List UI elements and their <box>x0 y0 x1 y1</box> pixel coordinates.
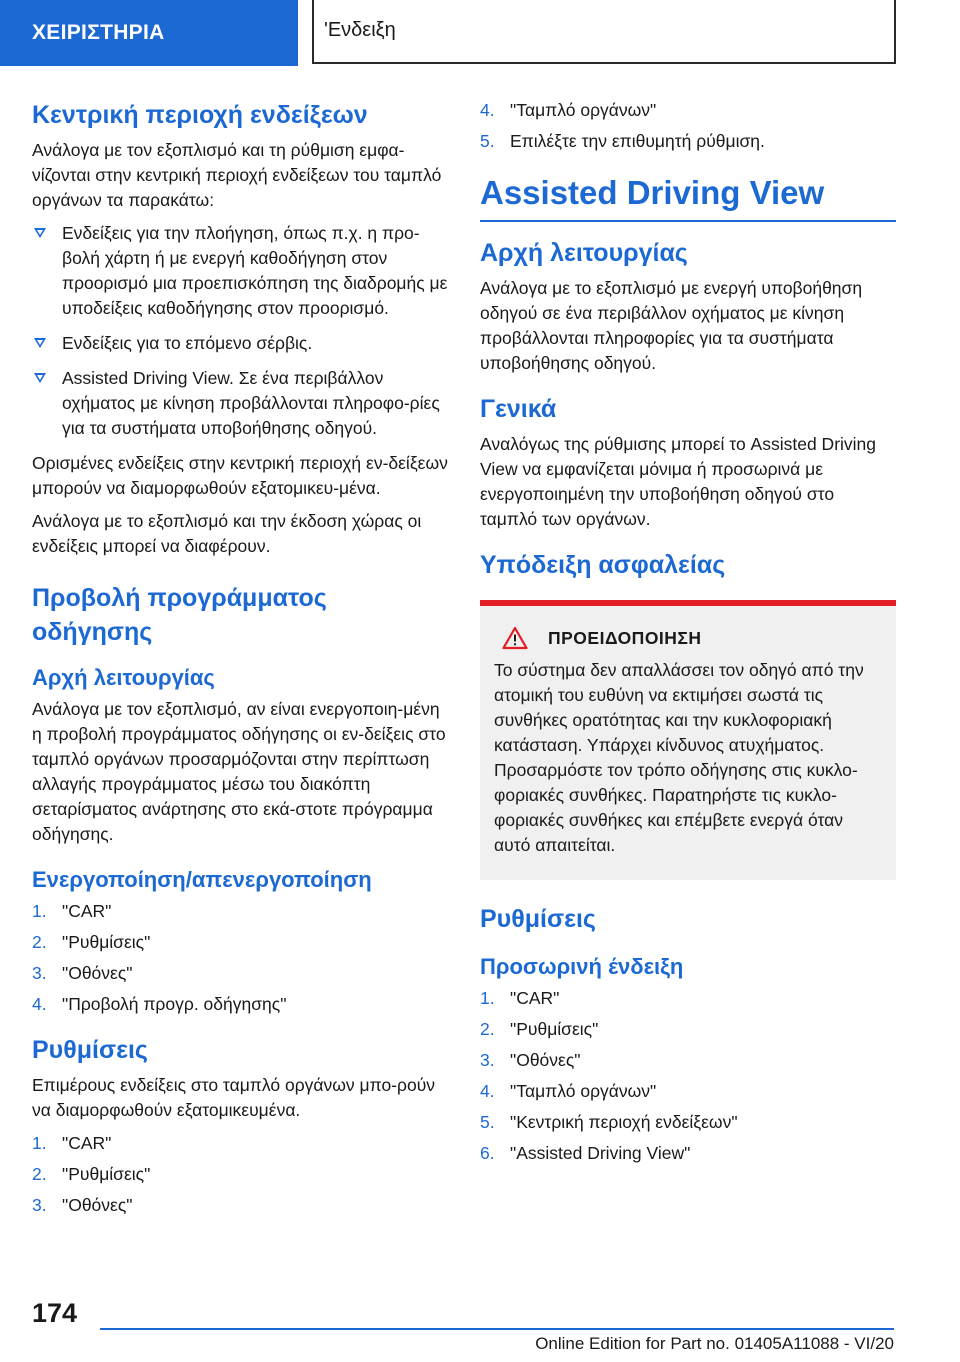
paragraph: Ανάλογα με τον εξοπλισμό, αν είναι ενεργοποιη-μένη η προβολή προγράμματος οδήγησης οι εν-δείξεις στο ταμπλό οργάνων προσαρμόζονται στην περίπτωση αλλαγής προγράμματος μέσω του διακόπτη σεταρίσματος ανάρτησης στο εκά-στοτε πρόγραμμα οδήγησης. <box>32 699 446 844</box>
step-text: "CAR" <box>510 988 560 1008</box>
step-list <box>32 899 448 1017</box>
step-number: 2. <box>480 1019 495 1039</box>
step-item <box>480 1048 896 1073</box>
step-text: "Κεντρική περιοχή ενδείξεων" <box>510 1112 738 1132</box>
list-item <box>32 366 448 441</box>
list-item-text: Assisted Driving View. Σε ένα περιβάλλον οχήματος με κίνηση προβάλλονται πληροφο-ρίες για τα συστήματα υποβοήθησης οδηγού. <box>62 368 440 438</box>
step-number: 5. <box>480 1112 495 1132</box>
step-text: "CAR" <box>62 1133 112 1153</box>
triangle-bullet-icon <box>34 373 46 383</box>
warning-text: Το σύστημα δεν απαλλάσσει τον οδηγό από την ατομική του ευθύνη να εκτιμήσει σωστά τις συνθήκες ορατότητας και την κυκλοφοριακή κατάσταση. Υπάρχει κίνδυνος ατυχήματος. Προσαρμόστε τον τρόπο οδήγησης στις κυκλο-φοριακές συνθήκες. Παρατηρήστε τις κυκλο-φοριακές συνθήκες και επέμβετε ενεργά όταν αυτό απαιτείται. <box>494 660 864 855</box>
step-number: 3. <box>32 963 47 983</box>
triangle-bullet-icon <box>34 338 46 348</box>
paragraph: Αναλόγως της ρύθμισης μπορεί το Assisted Driving View να εμφανίζεται μόνιμα ή προσωρινά με ενεργοποιημένη την υποβοήθηση οδηγού στο ταμπλό των οργάνων. <box>480 434 877 529</box>
step-number: 4. <box>32 994 47 1014</box>
step-number: 1. <box>480 988 495 1008</box>
page-header <box>0 0 960 66</box>
step-text: "Προβολή προγρ. οδήγησης" <box>62 994 287 1014</box>
heading-safety-note: Υπόδειξη ασφαλείας <box>480 551 726 579</box>
list-item-text: Ενδείξεις για το επόμενο σέρβις. <box>62 333 313 353</box>
step-item <box>32 899 448 924</box>
step-item <box>480 1017 896 1042</box>
step-item <box>480 1141 896 1166</box>
paragraph: Ανάλογα με το εξοπλισμό και την έκδοση χώρας οι ενδείξεις μπορεί να διαφέρουν. <box>32 511 422 556</box>
heading-settings: Ρυθμίσεις <box>32 1036 148 1064</box>
list-item <box>32 221 448 321</box>
step-item <box>32 1193 448 1218</box>
step-text: "Ταμπλό οργάνων" <box>510 1081 657 1101</box>
step-item <box>32 1131 448 1156</box>
step-number: 3. <box>32 1195 47 1215</box>
step-number: 1. <box>32 901 47 921</box>
step-text: "Οθόνες" <box>62 963 133 983</box>
warning-triangle-icon <box>502 626 528 650</box>
step-text: "Ταμπλό οργάνων" <box>510 100 657 120</box>
list-item <box>32 331 448 356</box>
chapter-tab[interactable]: ΧΕΙΡΙΣΤΗΡΙΑ <box>0 0 298 66</box>
step-text: "Assisted Driving View" <box>510 1143 691 1163</box>
step-item <box>480 986 896 1011</box>
step-number: 6. <box>480 1143 495 1163</box>
heading-assisted-driving-view: Assisted Driving View <box>480 172 896 222</box>
step-text: "Οθόνες" <box>62 1195 133 1215</box>
heading-principle: Αρχή λειτουργίας <box>480 239 688 267</box>
step-item <box>32 992 448 1017</box>
heading-temporary-display: Προσωρινή ένδειξη <box>480 954 684 979</box>
left-column <box>32 98 448 1224</box>
step-text: "CAR" <box>62 901 112 921</box>
step-item <box>480 98 896 123</box>
step-number: 2. <box>32 932 47 952</box>
step-item <box>480 1079 896 1104</box>
step-item <box>480 1110 896 1135</box>
step-number: 5. <box>480 131 495 151</box>
warning-box <box>480 600 896 880</box>
step-list-continued <box>480 98 896 154</box>
step-item <box>32 1162 448 1187</box>
section-title: 'Ενδειξη <box>312 0 896 64</box>
heading-general: Γενικά <box>480 395 557 423</box>
heading-principle: Αρχή λειτουργίας <box>32 665 215 690</box>
step-text: "Ρυθμίσεις" <box>62 932 151 952</box>
step-number: 1. <box>32 1133 47 1153</box>
step-number: 2. <box>32 1164 47 1184</box>
step-text: "Οθόνες" <box>510 1050 581 1070</box>
triangle-bullet-icon <box>34 228 46 238</box>
step-list <box>480 986 896 1166</box>
paragraph: Ορισμένες ενδείξεις στην κεντρική περιοχή εν-δείξεων μπορούν να διαμορφωθούν εξατομικευ-μένα. <box>32 453 448 498</box>
right-column <box>480 98 896 1172</box>
footer-edition-link[interactable]: Online Edition for Part no. 01405A11088 - VI/20 <box>535 1334 894 1353</box>
paragraph: Επιμέρους ενδείξεις στο ταμπλό οργάνων μπο-ρούν να διαμορφωθούν εξατομικευμένα. <box>32 1075 436 1120</box>
paragraph: Ανάλογα με το εξοπλισμό με ενεργή υποβοήθηση οδηγού σε ένα περιβάλλον οχήματος με κίνηση προβάλλονται πληροφορίες για τα συστήματα υποβοήθησης οδηγού. <box>480 278 863 373</box>
step-text: Επιλέξτε την επιθυμητή ρύθμιση. <box>510 131 765 151</box>
list-item-text: Ενδείξεις για την πλοήγηση, όπως π.χ. η προ-βολή χάρτη ή με ενεργή καθοδήγηση στον προορισμό μια προεπισκόπηση της διαδρομής με υποδείξεις καθοδήγησης στον προορισμό. <box>62 223 448 318</box>
paragraph: Ανάλογα με τον εξοπλισμό και τη ρύθμιση εμφα-νίζονται στην κεντρική περιοχή ενδείξεων του ταμπλό οργάνων τα παρακάτω: <box>32 140 442 210</box>
step-item <box>32 930 448 955</box>
step-item <box>32 961 448 986</box>
bullet-list <box>32 221 448 441</box>
warning-header <box>494 626 882 650</box>
warning-title: ΠΡΟΕΙΔΟΠΟΙΗΣΗ <box>548 627 702 648</box>
heading-activate-deactivate: Ενεργοποίηση/απενεργοποίηση <box>32 867 372 892</box>
step-item <box>480 129 896 154</box>
heading-central-display: Κεντρική περιοχή ενδείξεων <box>32 101 368 129</box>
step-number: 3. <box>480 1050 495 1070</box>
step-list <box>32 1131 448 1218</box>
step-number: 4. <box>480 1081 495 1101</box>
step-text: "Ρυθμίσεις" <box>510 1019 599 1039</box>
page-number: 174 <box>32 1298 78 1328</box>
heading-settings: Ρυθμίσεις <box>480 905 596 933</box>
heading-drive-mode-view: Προβολή προγράμματος οδήγησης <box>32 584 327 646</box>
step-number: 4. <box>480 100 495 120</box>
step-text: "Ρυθμίσεις" <box>62 1164 151 1184</box>
